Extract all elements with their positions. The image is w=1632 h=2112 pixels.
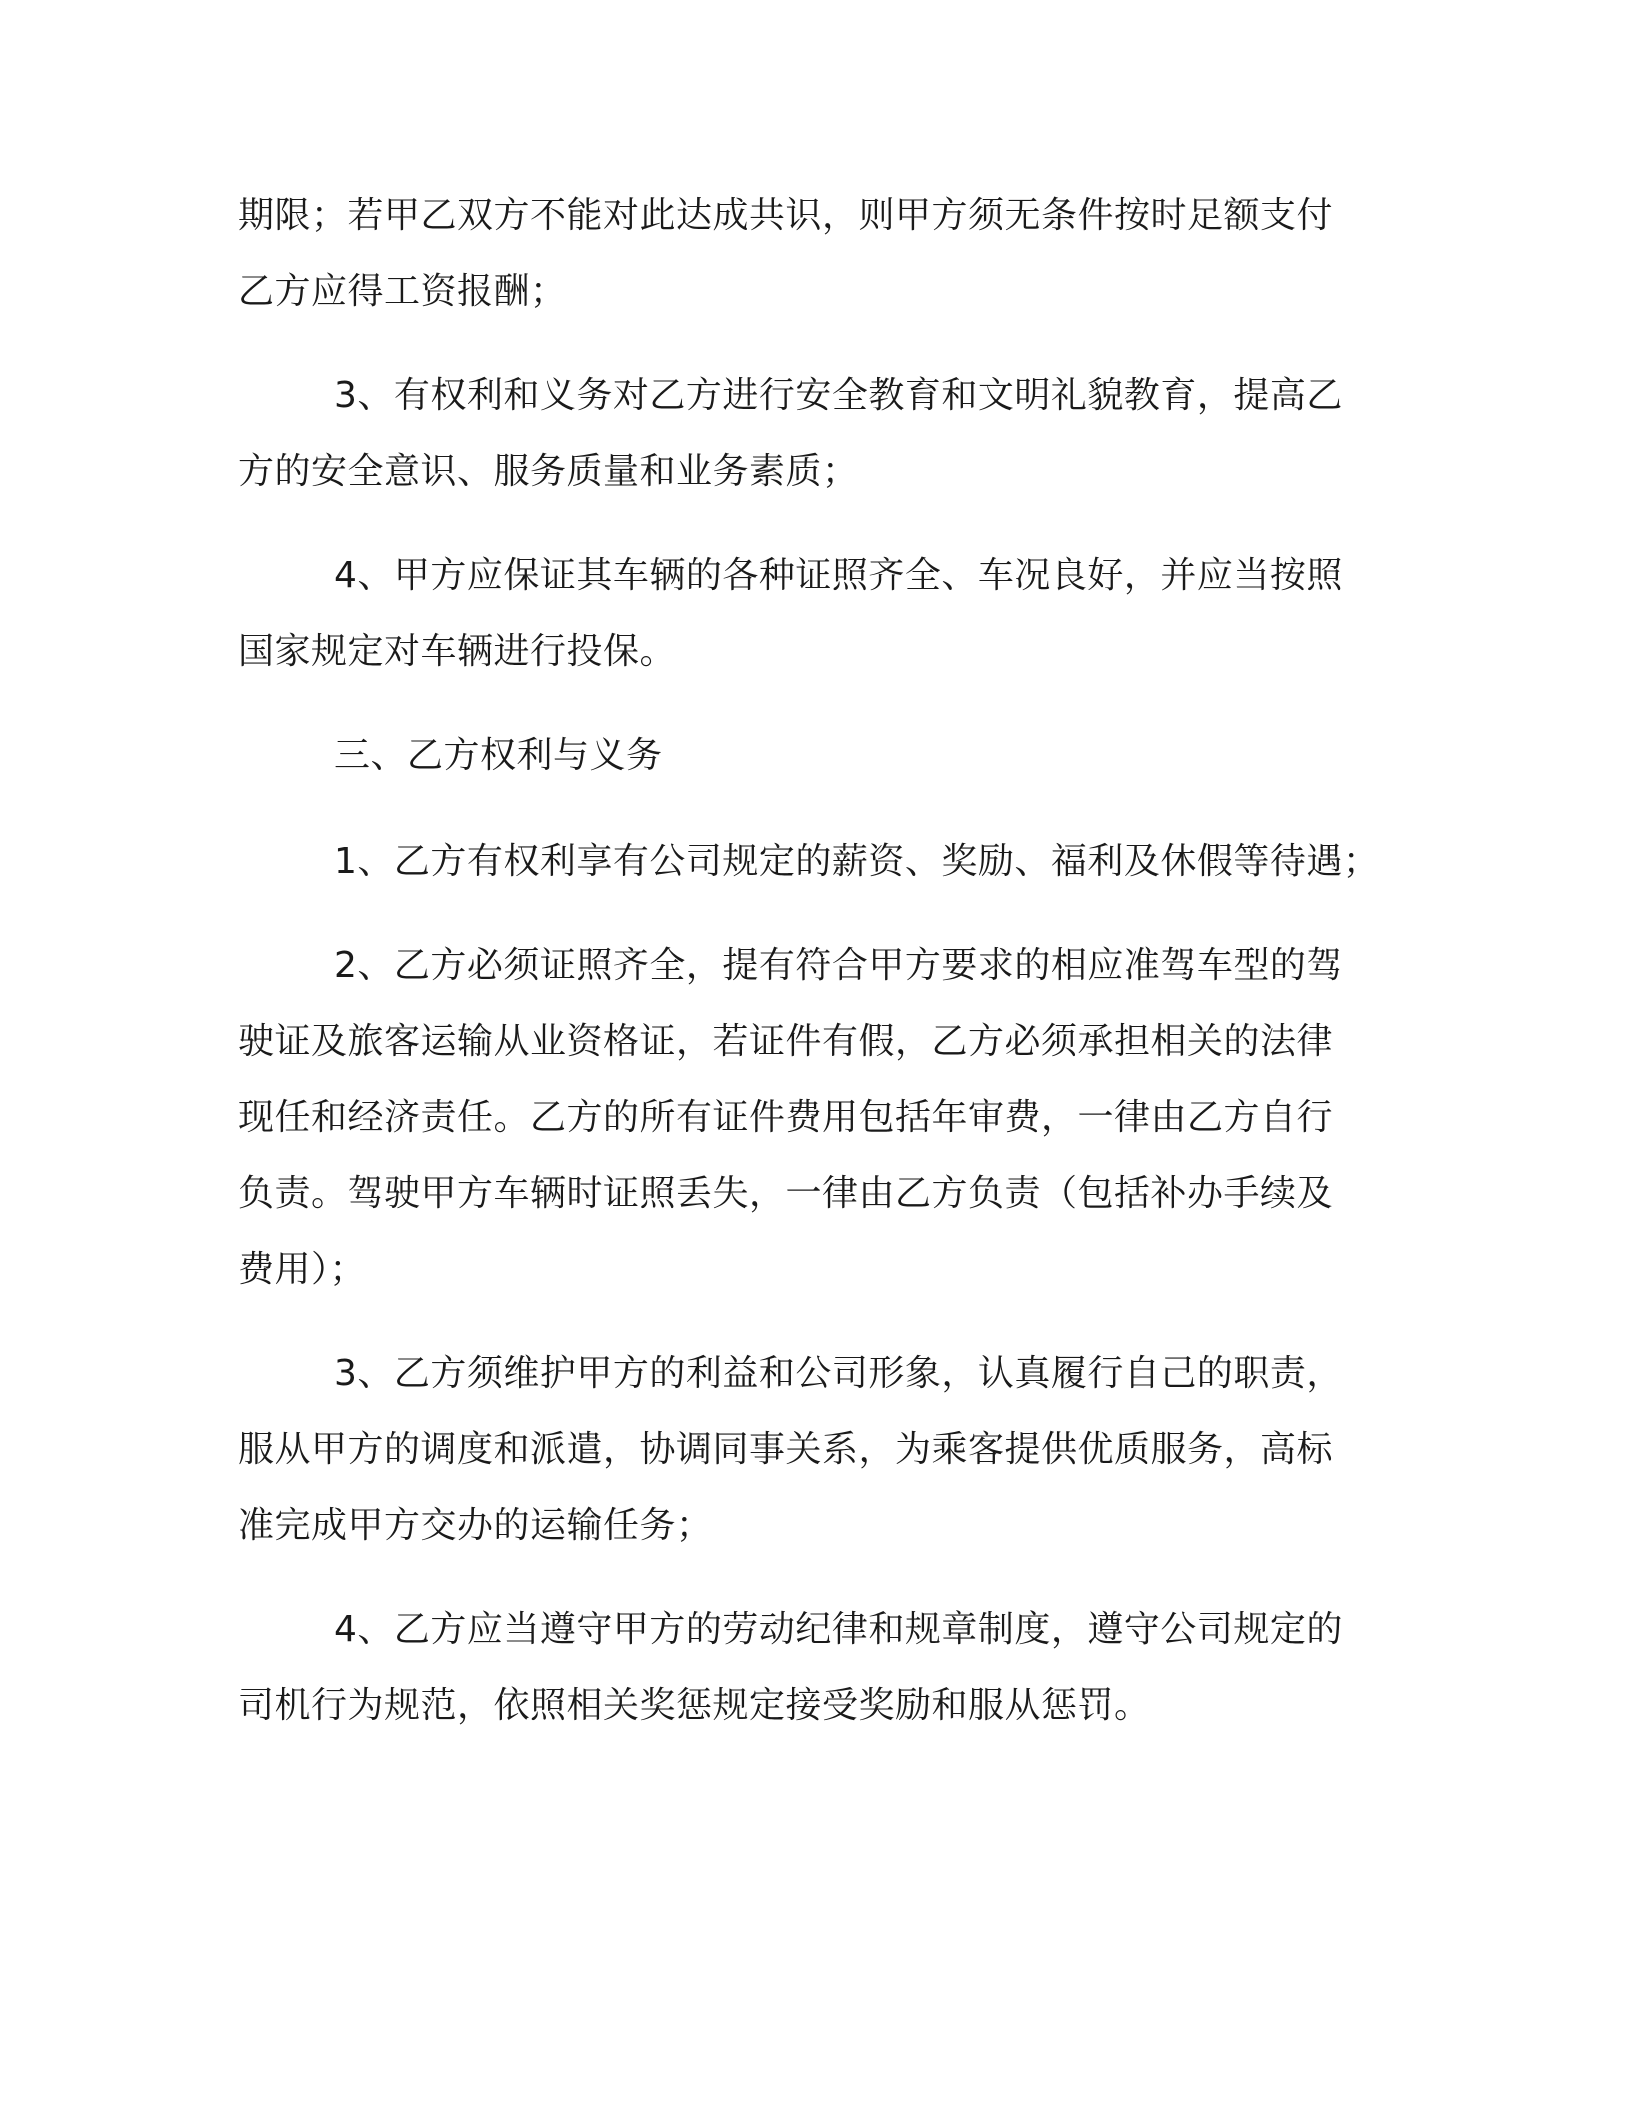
paragraph-3 xyxy=(238,538,1378,690)
text-line: 三、乙方权利与义务 xyxy=(334,735,663,776)
paragraph-7 xyxy=(238,1336,1378,1564)
text-line: 现任和经济责任。乙方的所有证件费用包括年审费，一律由乙方自行 xyxy=(238,1097,1334,1138)
paragraph-1 xyxy=(238,178,1378,330)
text-line: 驶证及旅客运输从业资格证，若证件有假，乙方必须承担相关的法律 xyxy=(238,1021,1334,1062)
text-line: 乙方应得工资报酬； xyxy=(238,271,567,312)
section-heading xyxy=(238,718,1378,794)
paragraph-2 xyxy=(238,358,1378,510)
text-line: 4、甲方应保证其车辆的各种证照齐全、车况良好，并应当按照 xyxy=(334,555,1343,596)
text-line: 期限；若甲乙双方不能对此达成共识，则甲方须无条件按时足额支付 xyxy=(238,195,1334,236)
text-line: 服从甲方的调度和派遣，协调同事关系，为乘客提供优质服务，高标 xyxy=(238,1429,1334,1470)
text-line: 1、乙方有权利享有公司规定的薪资、奖励、福利及休假等待遇； xyxy=(334,841,1380,882)
text-line: 负责。驾驶甲方车辆时证照丢失，一律由乙方负责（包括补办手续及 xyxy=(238,1173,1334,1214)
text-line: 3、乙方须维护甲方的利益和公司形象，认真履行自己的职责， xyxy=(334,1353,1343,1394)
paragraph-8 xyxy=(238,1592,1378,1744)
paragraph-6 xyxy=(238,928,1378,1308)
paragraph-5 xyxy=(238,824,1378,900)
text-line: 3、有权利和义务对乙方进行安全教育和文明礼貌教育，提高乙 xyxy=(334,375,1343,416)
text-line: 费用）； xyxy=(238,1249,367,1290)
text-line: 方的安全意识、服务质量和业务素质； xyxy=(238,451,859,492)
text-line: 4、乙方应当遵守甲方的劳动纪律和规章制度，遵守公司规定的 xyxy=(334,1609,1343,1650)
text-line: 准完成甲方交办的运输任务； xyxy=(238,1505,713,1546)
text-line: 司机行为规范，依照相关奖惩规定接受奖励和服从惩罚。 xyxy=(238,1685,1151,1726)
text-line: 2、乙方必须证照齐全，提有符合甲方要求的相应准驾车型的驾 xyxy=(334,945,1343,986)
text-line: 国家规定对车辆进行投保。 xyxy=(238,631,677,672)
